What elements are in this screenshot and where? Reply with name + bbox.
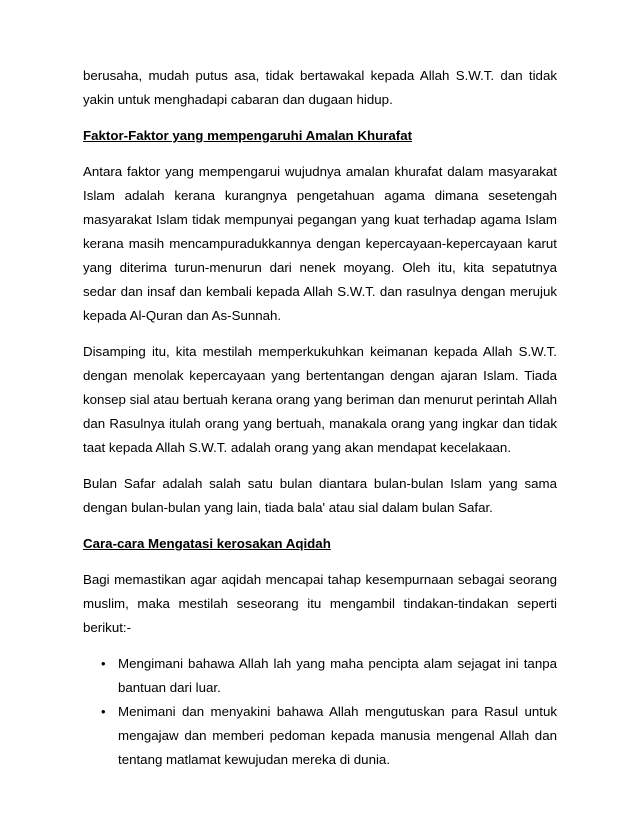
bullet-icon: • [101,656,106,671]
list-item-text: Mengimani bahawa Allah lah yang maha pencipta alam sejagat ini tanpa bantuan dari luar. [118,656,557,695]
list-item-text: Menimani dan menyakini bahawa Allah mengutuskan para Rasul untuk mengajaw dan memberi pedoman kepada manusia mengenal Allah dan tentang matlamat kewujudan mereka di dunia. [118,704,557,767]
aqidah-intro-paragraph: Bagi memastikan agar aqidah mencapai tahap kesempurnaan sebagai seorang muslim, maka mestilah seseorang itu mengambil tindakan-tindakan seperti berikut:- [83,572,557,635]
bullet-icon: • [101,704,106,719]
section-heading-aqidah-remedies: Cara-cara Mengatasi kerosakan Aqidah [83,536,331,551]
list-item [83,652,557,700]
document-page [83,64,557,772]
khurafat-paragraph-3: Bulan Safar adalah salah satu bulan diantara bulan-bulan Islam yang sama dengan bulan-bulan yang lain, tiada bala' atau sial dalam bulan Safar. [83,476,557,515]
aqidah-bullet-list [83,652,557,772]
khurafat-paragraph-2: Disamping itu, kita mestilah memperkukuhkan keimanan kepada Allah S.W.T. dengan menolak kepercayaan yang bertentangan dengan ajaran Islam. Tiada konsep sial atau bertuah kerana orang yang beriman dan menurut perintah Allah dan Rasulnya itulah orang yang bertuah, manakala orang yang ingkar dan tidak taat kepada Allah S.W.T. adalah orang yang akan mendapat kecelakaan. [83,344,557,455]
intro-paragraph: berusaha, mudah putus asa, tidak bertawakal kepada Allah S.W.T. dan tidak yakin untuk menghadapi cabaran dan dugaan hidup. [83,68,557,107]
khurafat-paragraph-1: Antara faktor yang mempengarui wujudnya amalan khurafat dalam masyarakat Islam adalah kerana kurangnya pengetahuan agama dimana sesetengah masyarakat Islam tidak mempunyai pegangan yang kuat terhadap agama Islam kerana masih mencampuradukkannya dengan kepercayaan-kepercayaan karut yang diterima turun-menurun dari nenek moyang. Oleh itu, kita sepatutnya sedar dan insaf dan kembali kepada Allah S.W.T. dan rasulnya dengan merujuk kepada Al-Quran dan As-Sunnah. [83,164,557,323]
list-item [83,700,557,772]
section-heading-khurafat-factors: Faktor-Faktor yang mempengaruhi Amalan Khurafat [83,128,413,143]
